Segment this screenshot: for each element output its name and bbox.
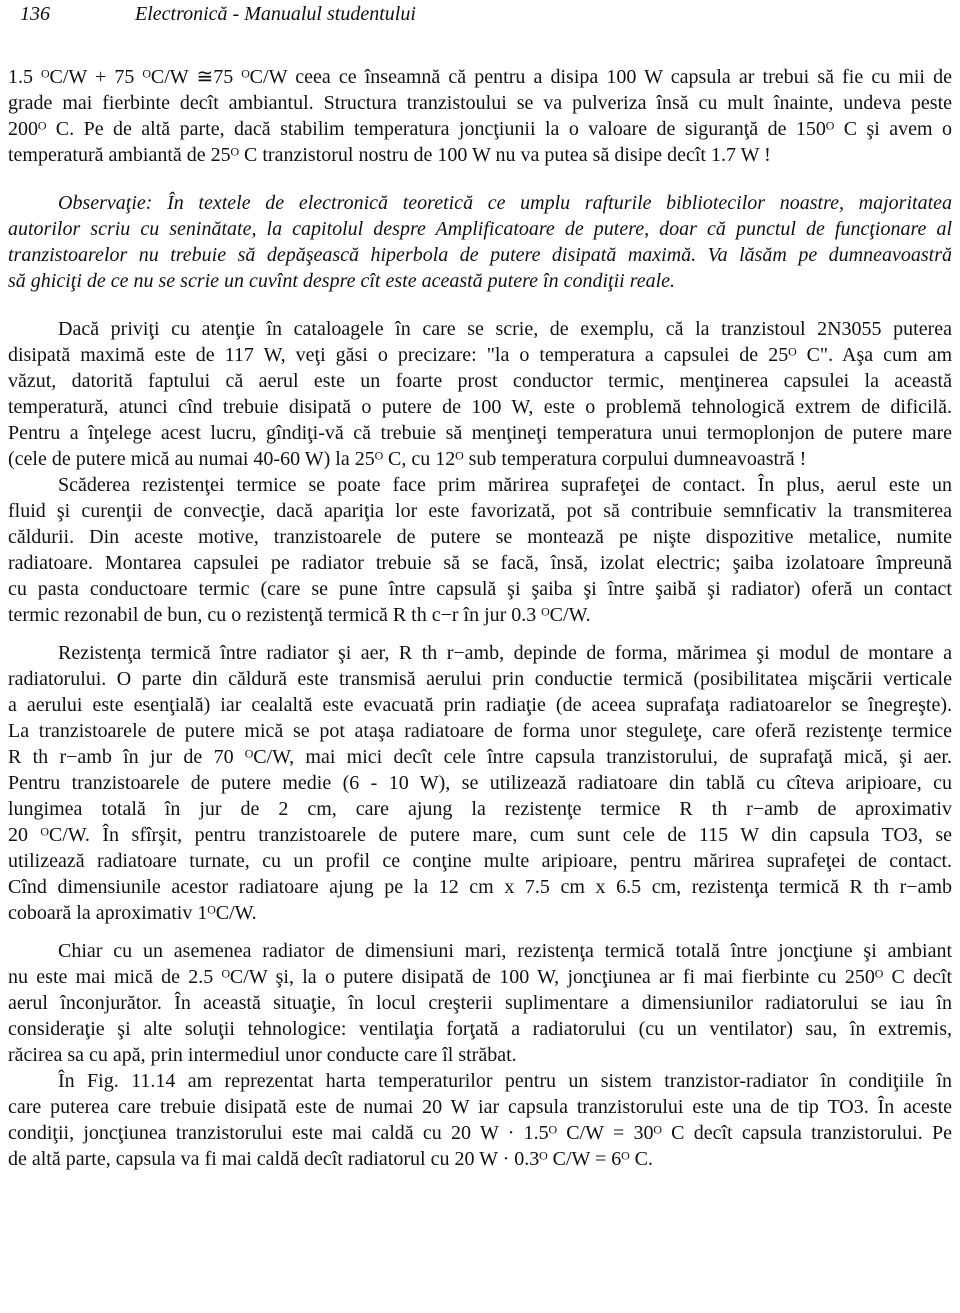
text-line: (cele de putere mică au numai 40-60 W) la 25ᴼ C, cu 12ᴼ sub temperatura corpului dumneavoastră ! xyxy=(8,448,807,470)
text-line: grade mai fierbinte decît ambiantul. Structura tranzistoului se va pulveriza însă cu mult înainte, undeva peste xyxy=(8,92,952,114)
observation-note xyxy=(8,190,952,294)
text-line: temperatură, atunci cînd trebuie disipată o putere de 100 W, este o problemă tehnologică extrem de dificilă. xyxy=(8,396,952,418)
text-line: Pentru a înţelege acest lucru, gîndiţi-vă că trebuie să menţineţi temperatura unui termoplonjon de putere mare xyxy=(8,422,952,444)
text-line: La tranzistoarele de putere mică se pot ataşa radiatoare de forma unor steguleţe, care oferă rezistenţe termice xyxy=(8,720,952,742)
paragraph-figure-11-14 xyxy=(8,1068,952,1172)
text-line: R th r−amb în jur de 70 ᴼC/W, mai mici decît cele între capsula tranzistorului, de suprafaţă mică, şi aer. xyxy=(8,746,952,768)
text-line: termic rezonabil de bun, cu o rezistenţă termică R th c−r în jur 0.3 ᴼC/W. xyxy=(8,604,591,626)
text-line: nu este mai mică de 2.5 ᴼC/W şi, la o putere disipată de 100 W, joncţiunea ar fi mai fierbinte cu 250ᴼ C decît xyxy=(8,966,952,988)
text-line: 1.5 ᴼC/W + 75 ᴼC/W ≅75 ᴼC/W ceea ce înseamnă că pentru a disipa 100 W capsula ar trebui să fie cu mii de xyxy=(8,66,952,88)
text-line: consideraţie şi alte soluţii tehnologice: ventilaţia forţată a radiatorului (cu un ventilator) sau, în extremis, xyxy=(8,1018,952,1040)
text-line: disipată maximă este de 117 W, veţi găsi o precizare: "la o temperatura a capsulei de 25ᴼ C". Aşa cum am xyxy=(8,344,952,366)
text-line: radiatorului. O parte din căldură este transmisă aerului prin conductie termică (posibilitatea mişcării verticale xyxy=(8,668,952,690)
text-line: să ghiciţi de ce nu se scrie un cuvînt despre cît este această putere în condiţii reale. xyxy=(8,270,676,292)
text-line: coboară la aproximativ 1ᴼC/W. xyxy=(8,902,257,924)
text-line: Pentru tranzistoarele de putere medie (6 - 10 W), se utilizează radiatoare din tablă cu cîteva aripioare, cu xyxy=(8,772,952,794)
paragraph-radiators xyxy=(8,472,952,628)
document-body xyxy=(8,64,952,1172)
text-line: tranzistoarelor nu trebuie să depăşească hiperbola de putere disipată maximă. Va lăsăm pe dumneavoastră xyxy=(8,244,952,266)
text-line: a aerului este esenţială) iar cealaltă este evacuată prin radiaţie (de aceea suprafaţa radiatoarelor se înegreşte). xyxy=(8,694,952,716)
text-line: de altă parte, capsula va fi mai caldă decît radiatorul cu 20 W · 0.3ᴼ C/W = 6ᴼ C. xyxy=(8,1148,654,1170)
text-line: fluid şi curenţii de convecţie, dacă apariţia lor este favorizată, pot să contribuie semnficativ la transmiterea xyxy=(8,500,952,522)
text-line: Scăderea rezistenţei termice se poate face prim mărirea suprafeţei de contact. În plus, aerul este un xyxy=(58,474,952,496)
text-line: cu pasta conductoare termic (care se pune între capsulă şi şaiba şi între şaibă şi radiator) oferă un contact xyxy=(8,578,952,600)
text-line: condiţii, joncţiunea tranzistorului este mai caldă cu 20 W · 1.5ᴼ C/W = 30ᴼ C decît capsula tranzistorului. Pe xyxy=(8,1122,952,1144)
text-line: Cînd dimensiunile acestor radiatoare ajung pe la 12 cm x 7.5 cm x 6.5 cm, rezistenţa termică R th r−amb xyxy=(8,876,952,898)
text-line: radiatoare. Montarea capsulei pe radiator trebuie să se facă, însă, izolat electric; şaiba izolatoare împreună xyxy=(8,552,952,574)
text-line: Dacă priviţi cu atenţie în cataloagele în care se scrie, de exemplu, că la tranzistoul 2N3055 puterea xyxy=(58,318,952,340)
page-header xyxy=(20,0,940,28)
text-line: văzut, datorită faptului că aerul este un foarte prost conductor termic, menţinerea capsulei la această xyxy=(8,370,952,392)
page-number: 136 xyxy=(20,3,50,25)
text-line: căldurii. Din aceste motive, tranzistoarele de putere se montează pe nişte dispozitive metalice, numite xyxy=(8,526,952,548)
paragraph-catalog-2n3055 xyxy=(8,316,952,472)
text-line: lungimea totală în jur de 2 cm, care ajung la rezistenţe termice R th r−amb de aproximativ xyxy=(8,798,952,820)
text-line: Chiar cu un asemenea radiator de dimensiuni mari, rezistenţa termică totală între joncţiune şi ambiant xyxy=(58,940,952,962)
text-line: autorilor scriu cu seninătate, la capitolul despre Amplificatoare de putere, doar că punctul de funcţionare al xyxy=(8,218,952,240)
text-line: temperatură ambiantă de 25ᴼ C tranzistorul nostru de 100 W nu va putea să disipe decît 1.7 W ! xyxy=(8,144,771,166)
text-line: 20 ᴼC/W. În sfîrşit, pentru tranzistoarele de putere mare, cum sunt cele de 115 W din capsula TO3, se xyxy=(8,824,952,846)
running-title: Electronică - Manualul studentului xyxy=(135,3,416,25)
text-line: aerul înconjurător. În această situaţie, în locul creşterii suplimentare a dimensiunilor radiatorului se iau în xyxy=(8,992,952,1014)
text-line: În Fig. 11.14 am reprezentat harta temperaturilor pentru un sistem tranzistor-radiator în condiţiile în xyxy=(58,1070,952,1092)
text-line: care puterea care trebuie disipată este de numai 20 W iar capsula tranzistorului este una de tip TO3. În aceste xyxy=(8,1096,952,1118)
text-line: Observaţie: În textele de electronică teoretică ce umplu rafturile bibliotecilor noastre, majoritatea xyxy=(58,192,952,214)
text-line: 200ᴼ C. Pe de altă parte, dacă stabilim temperatura joncţiunii la o valoare de siguranţă de 150ᴼ C şi avem o xyxy=(8,118,952,140)
text-line: utilizează radiatoare turnate, cu un profil ce conţine multe aripioare, pentru mărirea suprafeţei de contact. xyxy=(8,850,952,872)
text-line: Rezistenţa termică între radiator şi aer, R th r−amb, depinde de forma, mărimea şi modul de montare a xyxy=(58,642,952,664)
paragraph-radiator-air-resistance xyxy=(8,640,952,926)
paragraph-thermal-resistance-intro xyxy=(8,64,952,168)
text-line: răcirea sa cu apă, prin intermediul unor conducte care îl străbat. xyxy=(8,1044,517,1066)
paragraph-large-radiator xyxy=(8,938,952,1068)
